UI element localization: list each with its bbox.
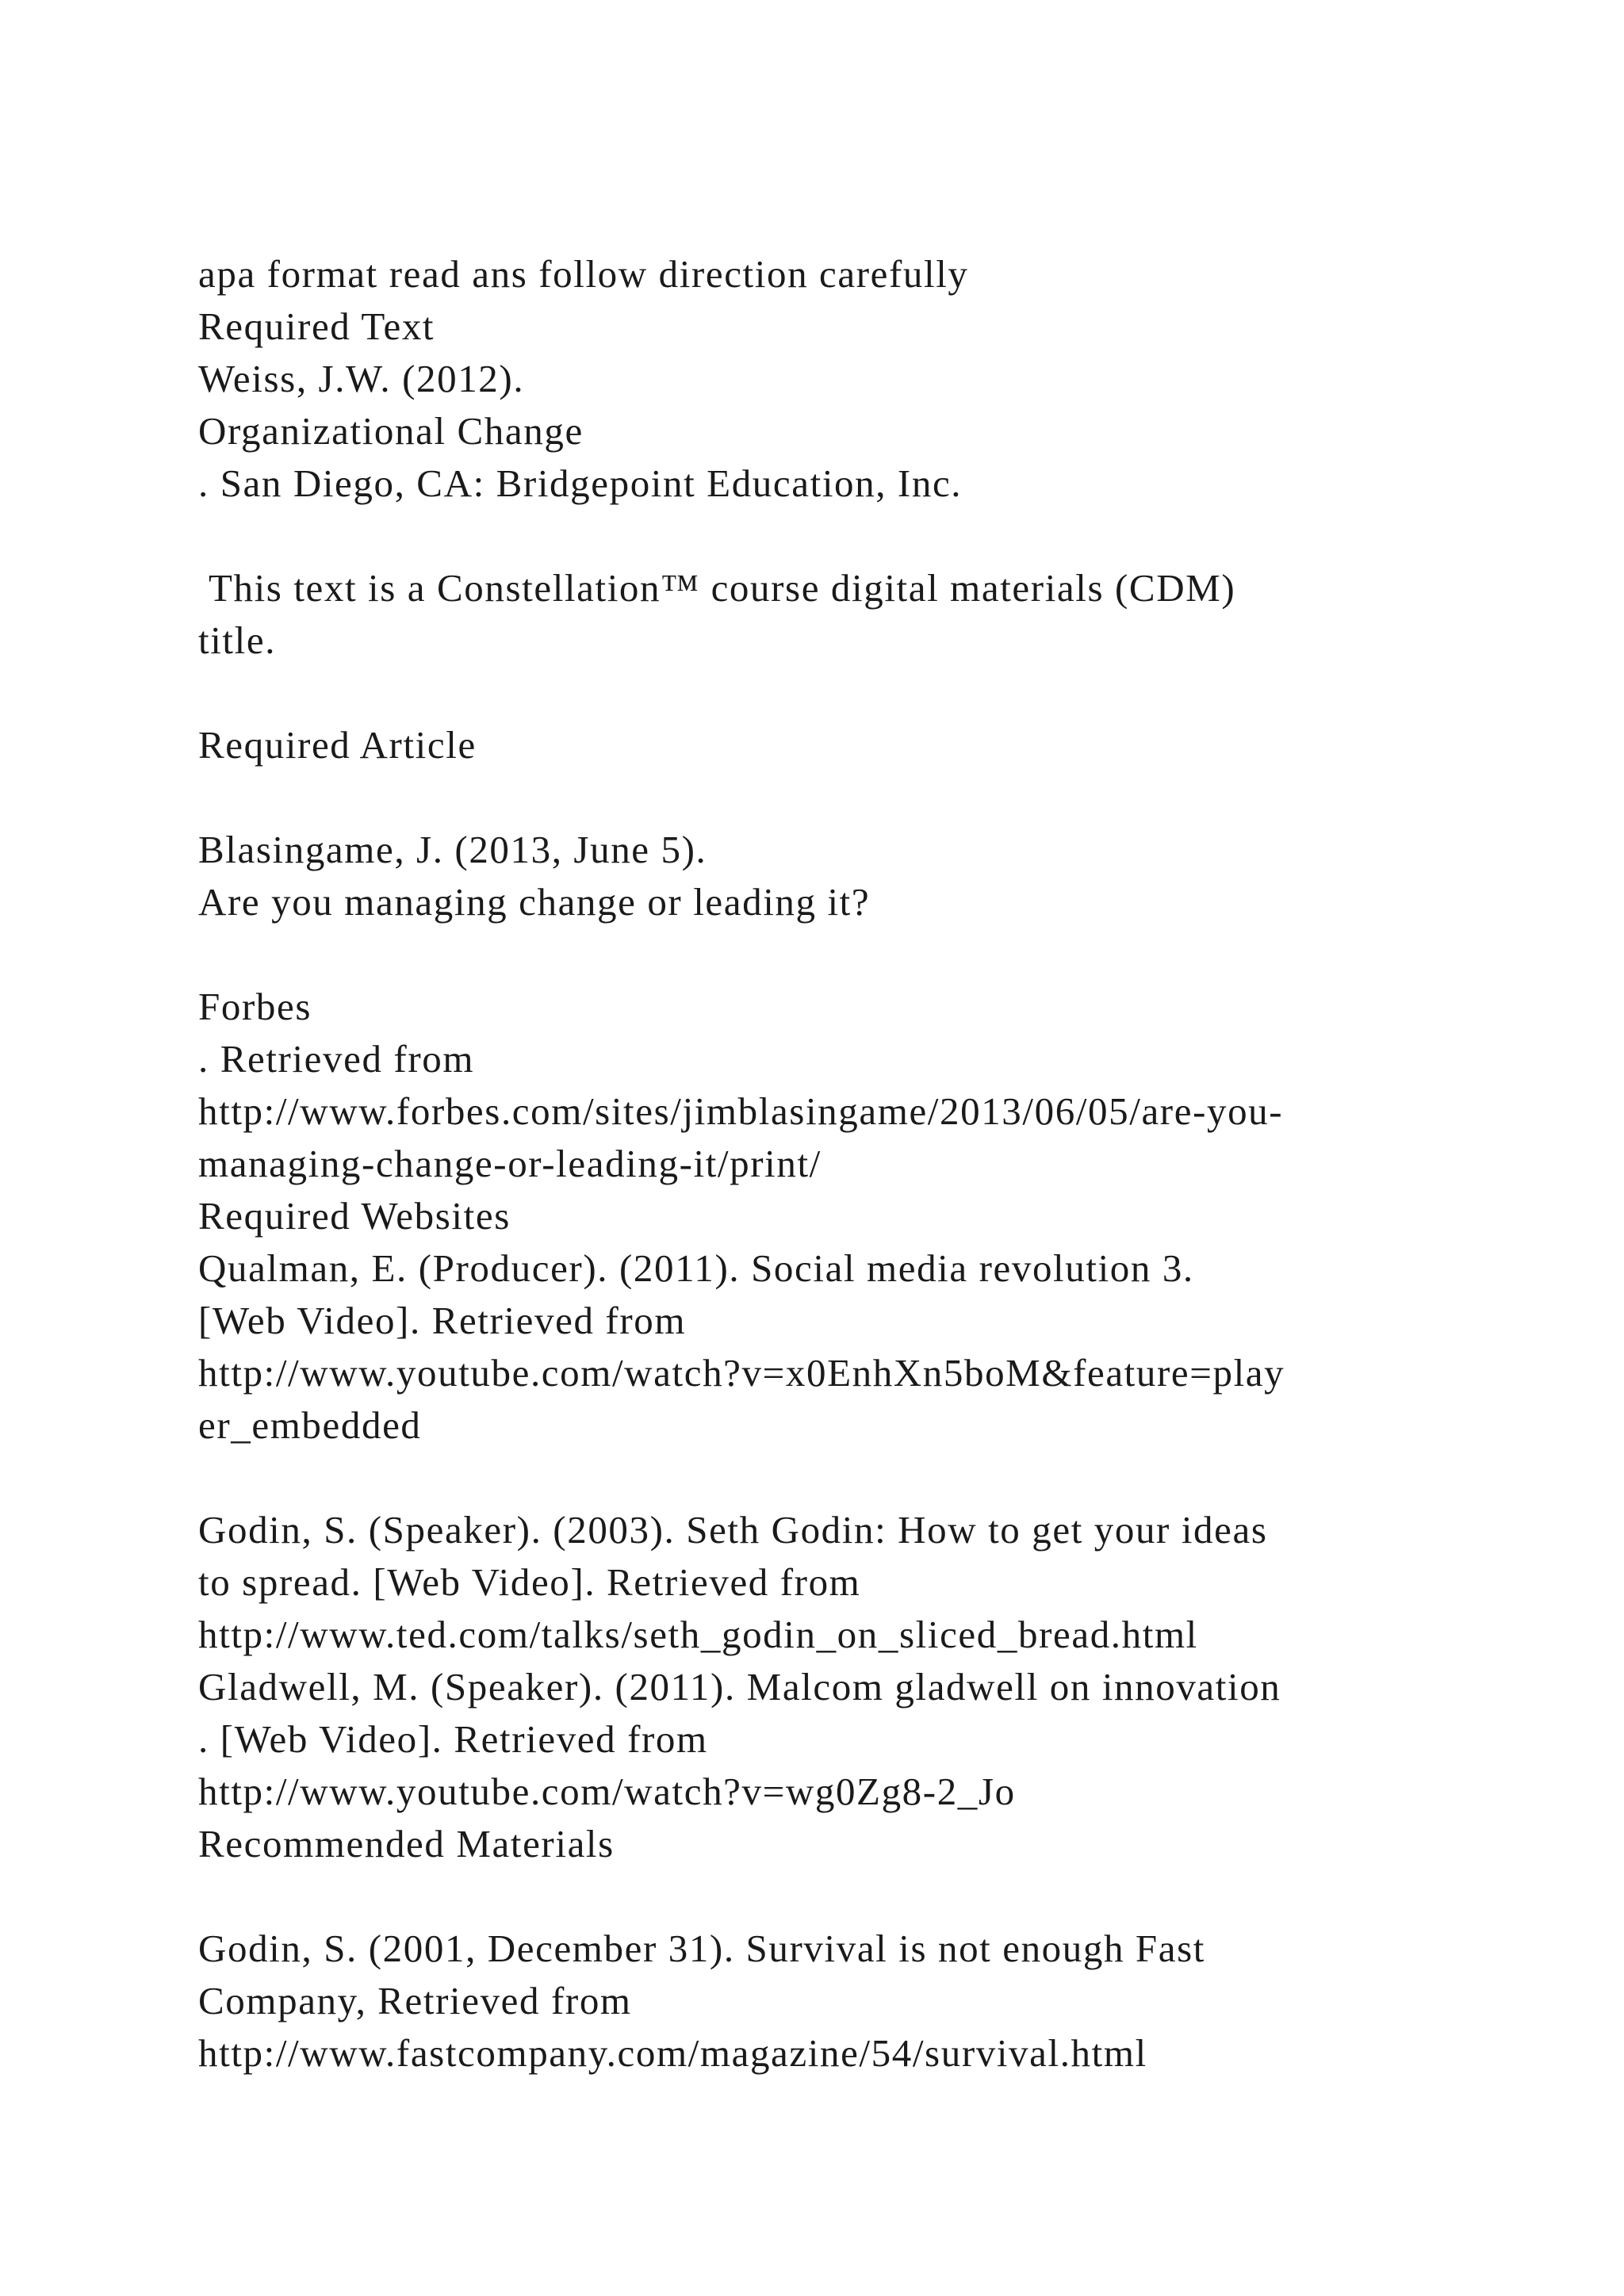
section-heading: Required Text [198,304,435,348]
text-line: Gladwell, M. (Speaker). (2011). Malcom gladwell on innovation [198,1665,1281,1709]
blank-line [198,771,1546,824]
text-line: . [Web Video]. Retrieved from [198,1717,708,1761]
blank-line [198,1870,1546,1923]
text-line: title. [198,618,277,662]
document-page [198,248,1546,2080]
blank-line [198,1452,1546,1504]
text-line: Forbes [198,985,312,1028]
url-text: er_embedded [198,1403,422,1447]
text-line: apa format read ans follow direction carefully [198,252,969,296]
text-line: Godin, S. (Speaker). (2003). Seth Godin: How to get your ideas [198,1508,1268,1552]
blank-line [198,928,1546,981]
text-line: Are you managing change or leading it? [198,880,871,924]
text-line: Godin, S. (2001, December 31). Survival is not enough Fast [198,1927,1206,1970]
text-line: Blasingame, J. (2013, June 5). [198,828,707,871]
text-line: to spread. [Web Video]. Retrieved from [198,1560,861,1604]
url-text: http://www.fastcompany.com/magazine/54/survival.html [198,2031,1147,2075]
blank-line [198,510,1546,562]
url-text: managing-change-or-leading-it/print/ [198,1142,822,1185]
section-heading: Required Article [198,723,477,767]
text-line: Weiss, J.W. (2012). [198,357,525,400]
text-line: Qualman, E. (Producer). (2011). Social media revolution 3. [198,1246,1194,1290]
section-heading: Recommended Materials [198,1822,615,1866]
text-line: Company, Retrieved from [198,1979,632,2022]
url-text: http://www.ted.com/talks/seth_godin_on_sliced_bread.html [198,1613,1198,1656]
text-line: Organizational Change [198,409,584,453]
text-line: [Web Video]. Retrieved from [198,1299,687,1342]
blank-line [198,667,1546,719]
url-text: http://www.youtube.com/watch?v=x0EnhXn5boM&feature=play [198,1351,1285,1395]
text-line: . San Diego, CA: Bridgepoint Education, Inc. [198,461,963,505]
url-text: http://www.youtube.com/watch?v=wg0Zg8-2_Jo [198,1770,1016,1813]
url-text: http://www.forbes.com/sites/jimblasingame/2013/06/05/are-you- [198,1089,1284,1133]
text-line: . Retrieved from [198,1037,475,1081]
section-heading: Required Websites [198,1194,511,1238]
text-line: This text is a Constellation™ course digital materials (CDM) [198,566,1236,610]
